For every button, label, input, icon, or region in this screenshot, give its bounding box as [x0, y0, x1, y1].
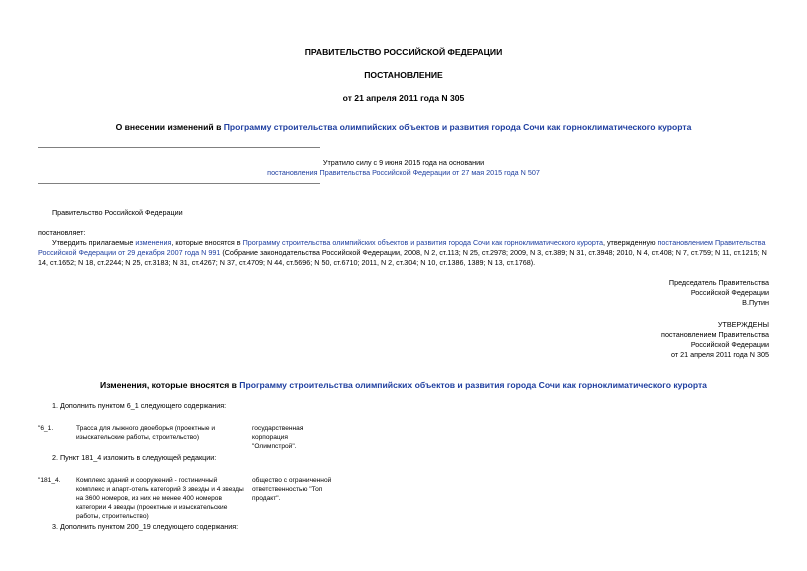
row1-description: Трасса для лыжного двоеборья (проектные и изыскательские работы, строительство) — [76, 425, 216, 441]
government-heading: ПРАВИТЕЛЬСТВО РОССИЙСКОЙ ФЕДЕРАЦИИ — [304, 47, 503, 57]
approved-date: от 21 апреля 2011 года N 305 — [671, 350, 769, 359]
row2-description: Комплекс зданий и сооружений - гостиничный комплекс и апарт-отель категорий 3 звезды и 4 звезды на 3600 номеров, из них не менее 400 номеров категории 4 звезды (проектные и изыскательские работы, строительство) — [76, 477, 244, 520]
change-item-3: 3. Дополнить пунктом 200_19 следующего содержания: — [52, 522, 239, 531]
row2-organization: общество с ограниченной ответственностью "Топ продакт". — [252, 477, 332, 502]
signature-country: Российской Федерации — [690, 288, 769, 297]
change-item-2: 2. Пункт 181_4 изложить в следующей редакции: — [52, 453, 217, 462]
approved-by: постановлением Правительства — [661, 330, 769, 339]
divider-top — [38, 147, 320, 148]
signature-title: Председатель Правительства — [668, 278, 769, 287]
decides-label: постановляет: — [38, 228, 86, 237]
document-title — [0, 122, 807, 132]
title-prefix: О внесении изменений в — [115, 122, 224, 132]
document-type: ПОСТАНОВЛЕНИЕ — [364, 70, 443, 80]
row1-organization: государственная корпорация "Олимпстрой". — [252, 425, 304, 450]
repeal-decree-link[interactable]: постановления Правительства Российской Федерации от 27 мая 2015 года N 507 — [267, 168, 540, 177]
program-link[interactable]: Программу строительства олимпийских объектов и развития города Сочи как горноклиматического курорта — [223, 122, 692, 132]
program-link-inline[interactable]: Программу строительства олимпийских объектов и развития города Сочи как горноклиматического курорта — [242, 238, 603, 247]
change-item-1: 1. Дополнить пунктом 6_1 следующего содержания: — [52, 401, 227, 410]
document-date-number: от 21 апреля 2011 года N 305 — [342, 93, 465, 103]
approved-label: УТВЕРЖДЕНЫ — [717, 320, 769, 329]
changes-link[interactable]: изменения — [135, 238, 172, 247]
decree-991-link[interactable]: постановлением Правительства Российской Федерации от 29 декабря 2007 года N 991 — [38, 238, 766, 257]
changes-program-link[interactable]: Программу строительства олимпийских объектов и развития города Сочи как горноклиматического курорта — [239, 380, 707, 390]
row1-number: "6_1. — [38, 425, 54, 432]
row2-number: "181_4. — [38, 477, 61, 484]
signature-name: В.Путин — [742, 298, 769, 307]
repeal-notice: Утратило силу с 9 июня 2015 года на основании — [322, 158, 485, 167]
approved-country: Российской Федерации — [690, 340, 769, 349]
divider-bottom — [38, 183, 320, 184]
resolution-paragraph: Утвердить прилагаемые изменения, которые вносятся в Программу строительства олимпийских объектов и развития города Сочи как горноклиматического курорта, утвержденную постановлением Правительства Российской Федерации от 29 декабря 2007 года N 991 (Собрание законодательства Российской Федерации, 2008, N 2, ст.113; N 25, ст.2978; 2009, N 3, ст.389; N 31, ст.3948; 2010, N 4, ст.408; N 7, ст.759; N 11, ст.1215; N 14, ст.1652; N 18, ст.2244; N 25, ст.3183; N 31, ст.4267; N 37, ст.4709; N 44, ст.5696; N 50, ст.6710; 2011, N 2, ст.304; N 10, ст.1386, 1389; N 13, ст.1768). — [38, 238, 767, 267]
changes-title: Изменения, которые вносятся в Программу строительства олимпийских объектов и развития города Сочи как горноклиматического курорта — [100, 380, 707, 390]
government-intro: Правительство Российской Федерации — [52, 208, 183, 217]
